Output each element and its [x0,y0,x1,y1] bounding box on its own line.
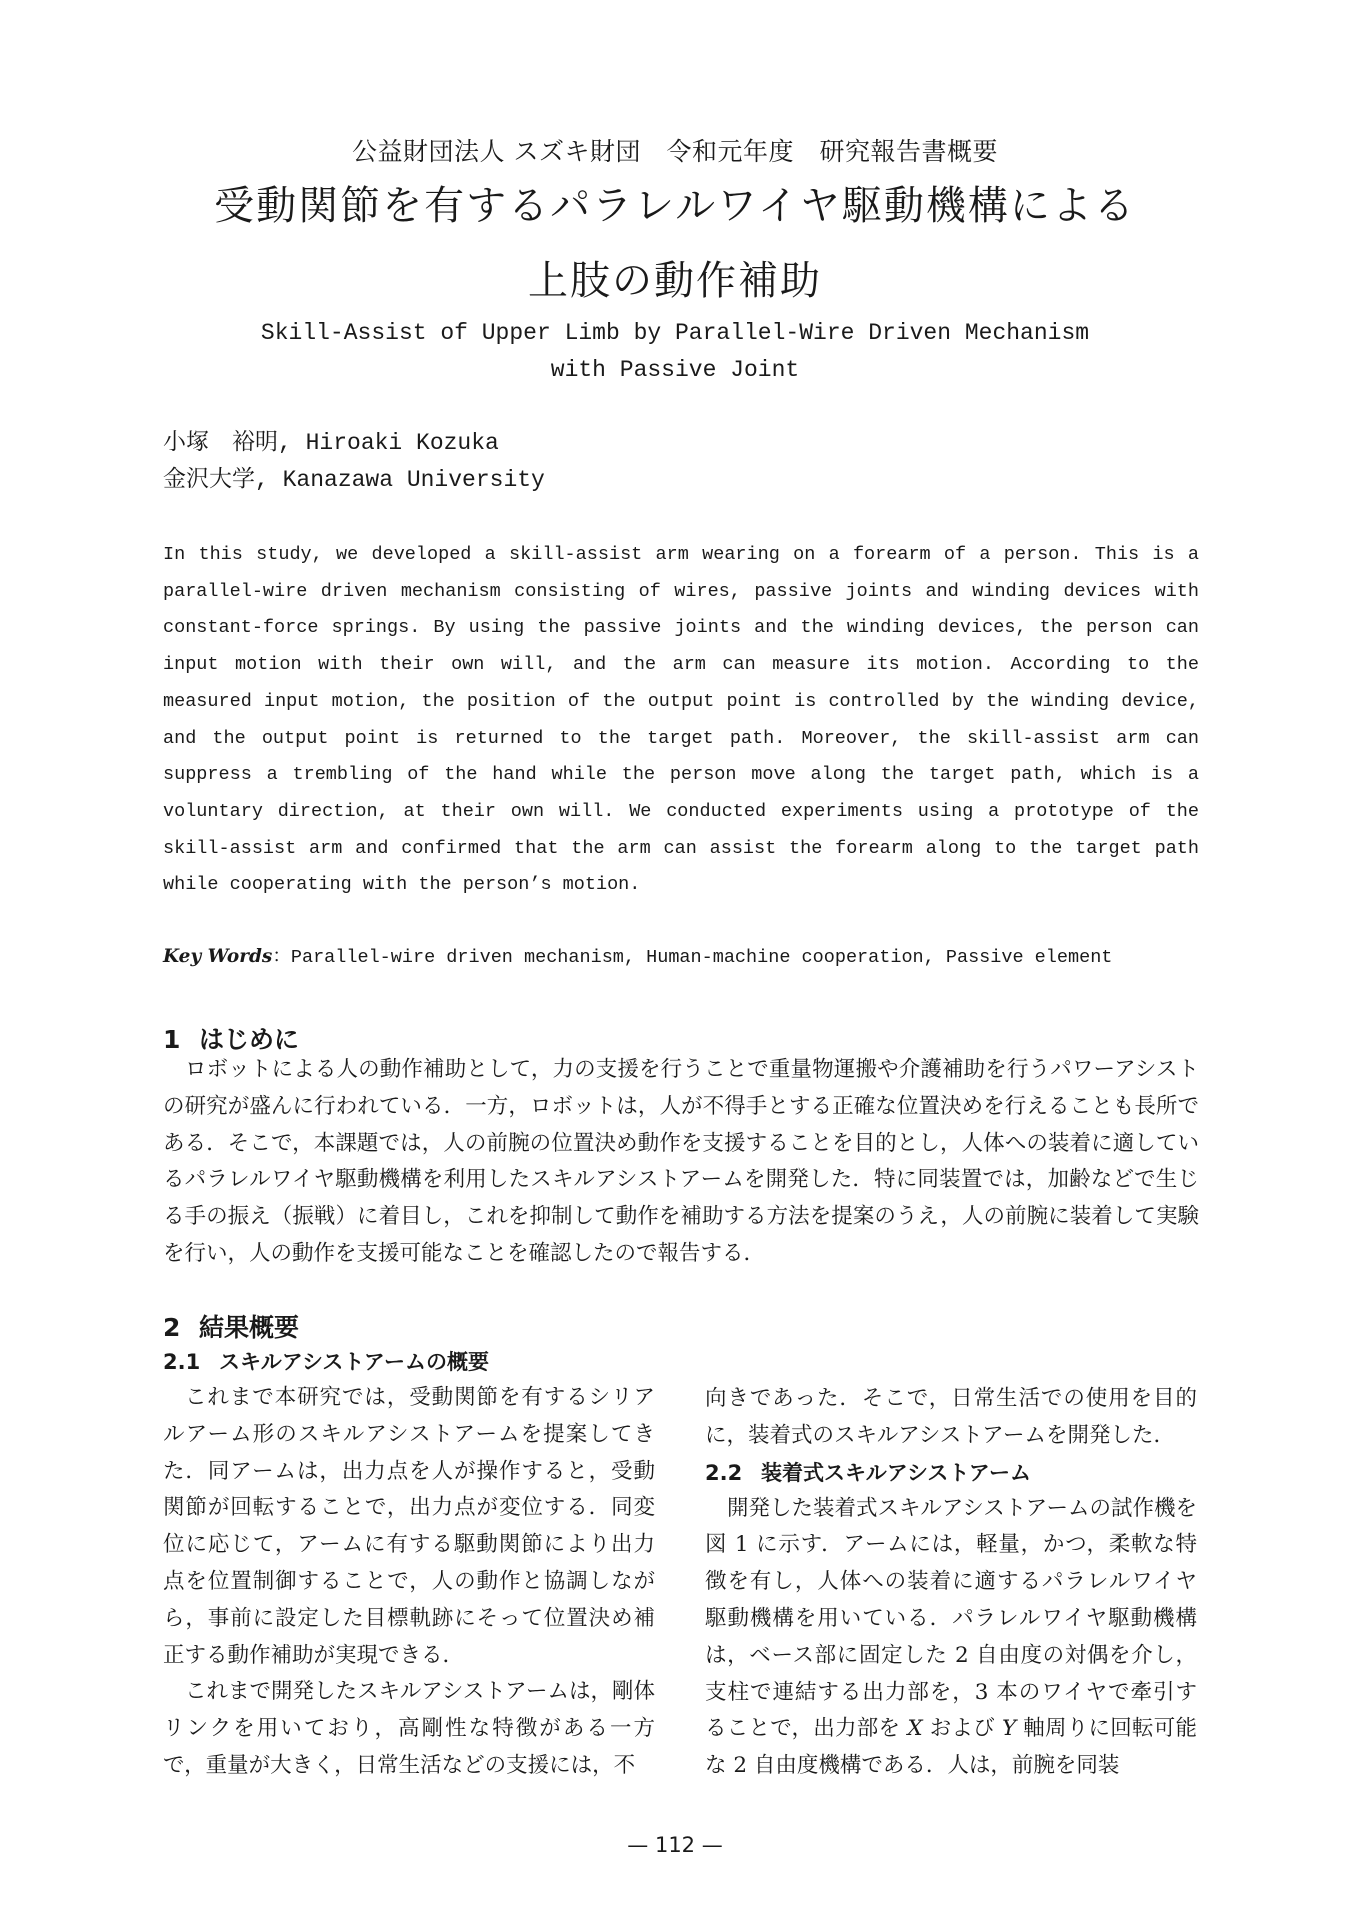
section-heading-2 [163,1308,299,1344]
section-number: 2 [163,1313,181,1342]
subsection-heading-2-2 [705,1455,1197,1491]
variable-y: Y [1002,1716,1017,1742]
paper-title-en-line2: with Passive Joint [550,357,800,383]
author-name: 小塚 裕明, Hiroaki Kozuka [163,430,499,456]
foundation-report-line: 公益財団法人 スズキ財団 令和元年度 研究報告書概要 [352,137,998,166]
variable-x: X [907,1716,923,1742]
section-1-body: ロボットによる人の動作補助として，力の支援を行うことで重量物運搬や介護補助を行うパワーアシストの研究が盛んに行われている．一方，ロボットは，人が不得手とする正確な位置決めを行えることも長所である．そこで，本課題では，人の前腕の位置決め動作を支援することを目的とし，人体への装着に適しているパラレルワイヤ駆動機構を利用したスキルアシストアームを開発した．特に同装置では，加齢などで生じる手の振え（振戦）に着目し，これを抑制して動作を補助する方法を提案のうえ，人の前腕に装着して実験を行い，人の動作を支援可能なことを確認したので報告する． [163,1057,1199,1266]
paragraph [705,1491,1197,1785]
paragraph-continued: 向きであった．そこで，日常生活での使用を目的に，装着式のスキルアシストアームを開発した． [705,1386,1197,1448]
author-affiliation: 金沢大学, Kanazawa University [163,467,545,493]
section-heading-1 [163,1020,299,1056]
text: 開発した装着式スキルアシストアームの試作機を図 1 に示す．アームには，軽量，かつ，柔軟な特徴を有し，人体への装着に適するパラレルワイヤ駆動機構を用いている．パラレルワイヤ駆動機構は，ベース部に固定した 2 自由度の対偶を介し，支柱で連結する出力部を，3 本のワイヤで牽引することで，出力部を [705,1495,1197,1742]
left-column [163,1344,655,1785]
page-number: — 112 — [627,1833,723,1857]
keywords-label: Key Words [163,946,273,967]
keywords-separator: ： [272,947,291,968]
paragraph: これまで開発したスキルアシストアームは，剛体リンクを用いており，高剛性な特徴がある一方で，重量が大きく，日常生活などの支援には，不 [163,1679,655,1778]
abstract: In this study, we developed a skill-assist arm wearing on a forearm of a person. This is a parallel-wire driven mechanism consisting of wires, passive joints and winding devices with constant-force springs. By using the passive joints and the winding devices, the person can input motion with their own will, and the arm can measure its motion. According to the measured input motion, the position of the output point is controlled by the winding device, and the output point is returned to the target path. Moreover, the skill-assist arm can suppress a trembling of the hand while the person move along the target path, which is a voluntary direction, at their own will. We conducted experiments using a prototype of the skill-assist arm and confirmed that the arm can assist the forearm along to the target path while cooperating with the person’s motion. [163,544,1199,896]
keywords [163,942,1112,968]
subsection-number: 2.2 [705,1460,743,1485]
right-column [705,1381,1197,1785]
paper-title-en-line1: Skill-Assist of Upper Limb by Parallel-Wire Driven Mechanism [260,320,1090,346]
section-number: 1 [163,1025,181,1054]
subsection-number: 2.1 [163,1350,201,1374]
subsection-title: 装着式スキルアシストアーム [761,1460,1032,1485]
subsection-title: スキルアシストアームの概要 [219,1350,490,1374]
keywords-text: Parallel-wire driven mechanism, Human-machine cooperation, Passive element [290,947,1113,968]
text: および [922,1716,1003,1742]
paper-title-jp-line1: 受動関節を有するパラレルワイヤ駆動機構による [214,183,1136,229]
subsection-heading-2-1 [163,1344,655,1380]
section-title: はじめに [199,1025,300,1054]
paragraph: これまで本研究では，受動関節を有するシリアルアーム形のスキルアシストアームを提案してきた．同アームは，出力点を人が操作すると，受動関節が回転することで，出力点が変位する．同変位に応じて，アームに有する駆動関節により出力点を位置制御することで，人の動作と協調しながら，事前に設定した目標軌跡にそって位置決め補正する動作補助が実現できる． [163,1385,655,1668]
paper-title-jp-line2: 上肢の動作補助 [528,258,822,304]
section-title: 結果概要 [199,1313,300,1342]
text: 軸周りに回転可能な 2 自由度機構である．人は，前腕を同装 [705,1716,1198,1779]
